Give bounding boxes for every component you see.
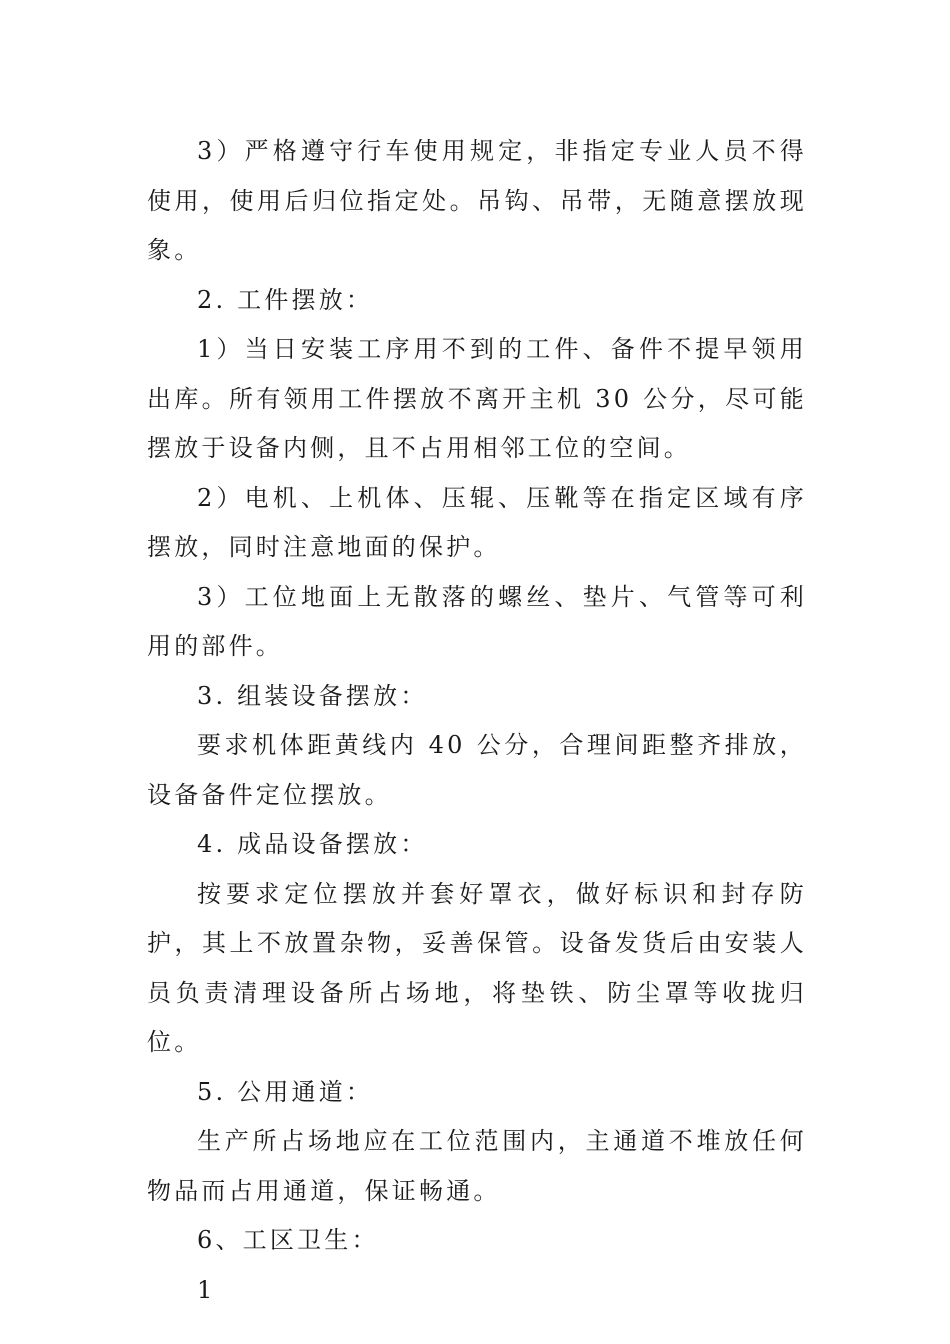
section-heading-workpiece-placement: 2. 工件摆放： [197,285,374,314]
paragraph-public-passage: 生产所占场地应在工位范围内，主通道不堆放任何物品而占用通道，保证畅通。 [147,1127,807,1205]
paragraph-assembly-equipment: 要求机体距黄线内 40 公分，合理间距整齐排放，设备备件定位摆放。 [147,731,807,809]
document-body [147,127,807,1315]
paragraph-workpiece-rule-1: 1）当日安装工序用不到的工件、备件不提早领用出库。所有领用工件摆放不离开主机 30 公分，尽可能摆放于设备内侧，且不占用相邻工位的空间。 [147,335,807,462]
paragraph-hygiene-item-number: 1 [197,1275,216,1304]
section-heading-assembly-equipment: 3. 组装设备摆放： [197,681,428,710]
paragraph-workpiece-rule-3: 3）工位地面上无散落的螺丝、垫片、气管等可利用的部件。 [147,582,807,660]
section-heading-public-passage: 5. 公用通道： [197,1077,374,1106]
section-heading-finished-equipment: 4. 成品设备摆放： [197,830,428,858]
paragraph-crane-rules: 3）严格遵守行车使用规定，非指定专业人员不得使用，使用后归位指定处。吊钩、吊带，无随意摆放现象。 [147,137,807,264]
paragraph-workpiece-rule-2: 2）电机、上机体、压辊、压靴等在指定区域有序摆放，同时注意地面的保护。 [147,483,807,561]
section-heading-work-area-hygiene: 6、工区卫生： [197,1226,379,1254]
paragraph-finished-equipment: 按要求定位摆放并套好罩衣，做好标识和封存防护，其上不放置杂物，妥善保管。设备发货后由安装人员负责清理设备所占场地，将垫铁、防尘罩等收拢归位。 [147,879,807,1056]
